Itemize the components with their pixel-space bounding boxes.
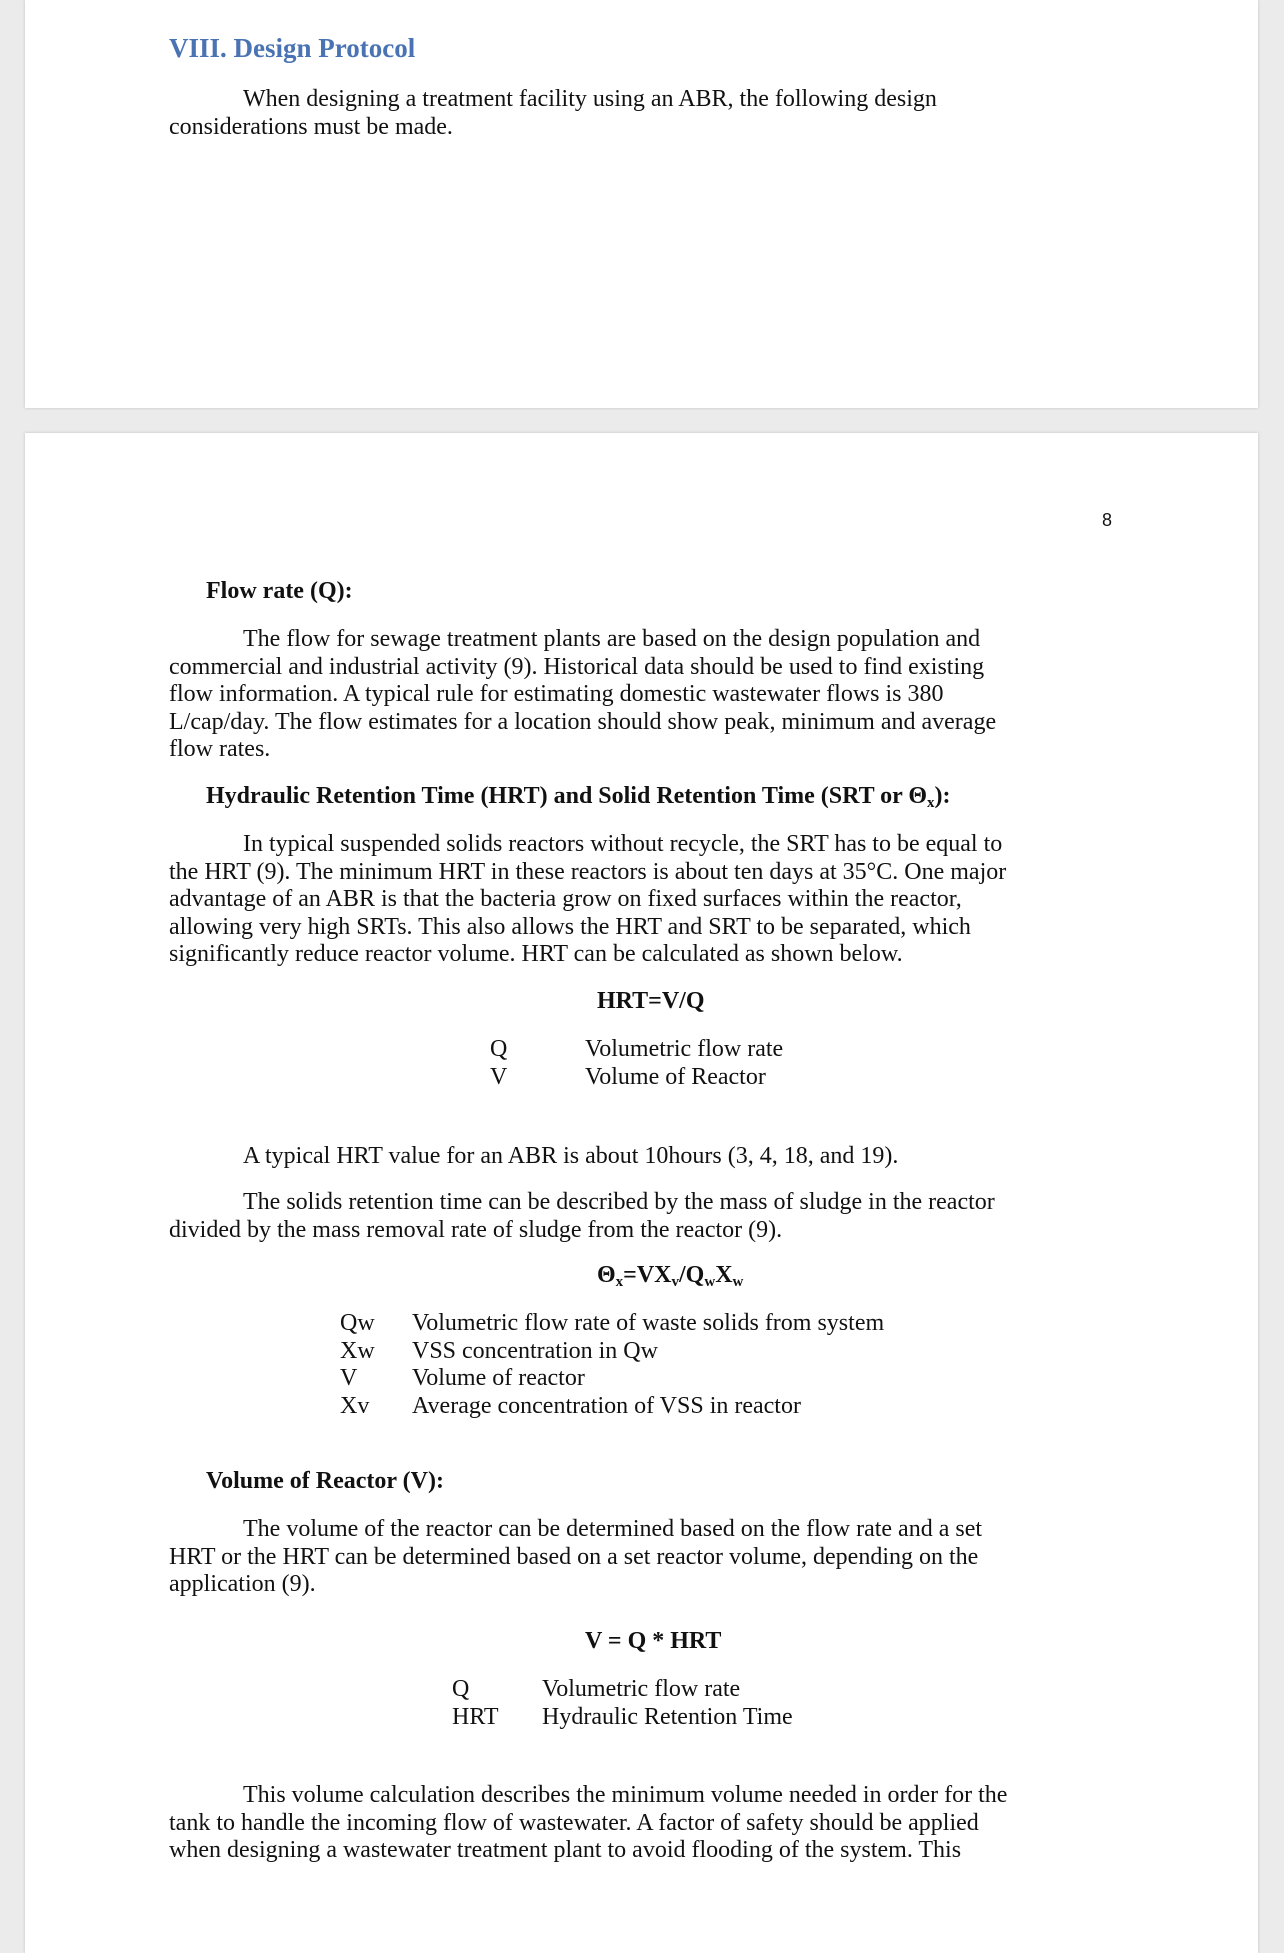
symbol-description: Volume of Reactor [585, 1063, 766, 1090]
paragraph-line: significantly reduce reactor volume. HRT can be calculated as shown below. [169, 941, 903, 967]
paragraph-line: tank to handle the incoming flow of wastewater. A factor of safety should be applied [169, 1809, 979, 1836]
symbol-description: Hydraulic Retention Time [542, 1703, 793, 1730]
paragraph-line: This volume calculation describes the minimum volume needed in order for the [243, 1782, 1008, 1808]
paragraph-line: application (9). [169, 1571, 316, 1597]
paragraph-line: allowing very high SRTs. This also allows the HRT and SRT to be separated, which [169, 913, 971, 940]
symbol-description: Average concentration of VSS in reactor [412, 1392, 801, 1419]
paragraph-line: commercial and industrial activity (9). Historical data should be used to find existing [169, 653, 985, 680]
symbol-description: Volume of reactor [412, 1365, 585, 1391]
flow-rate-paragraph [169, 626, 996, 764]
symbol: Q [490, 1036, 508, 1062]
volume-heading: Volume of Reactor (V): [206, 1468, 444, 1494]
symbol: Q [452, 1676, 470, 1702]
paragraph-line: The volume of the reactor can be determined based on the flow rate and a set [243, 1516, 983, 1542]
symbol-description: Volumetric flow rate [542, 1676, 741, 1702]
symbol: V [490, 1063, 508, 1090]
srt-paragraph [169, 1189, 995, 1244]
symbol: Xw [340, 1337, 375, 1364]
page-number: 8 [1102, 510, 1113, 530]
document-page-2 [25, 433, 1258, 1953]
paragraph-line: when designing a wastewater treatment plant to avoid flooding of the system. This [169, 1837, 962, 1863]
symbol-description: Volumetric flow rate [585, 1036, 784, 1062]
srt-equation: $\Theta_x=VX_v/Q_wX_w$ [597, 1262, 744, 1290]
intro-line: When designing a treatment facility using an ABR, the following design [243, 86, 937, 112]
paragraph-line: L/cap/day. The flow estimates for a location should show peak, minimum and average [169, 708, 997, 735]
paragraph-line: The solids retention time can be described by the mass of sludge in the reactor [243, 1189, 995, 1215]
symbol: HRT [452, 1703, 499, 1730]
symbol: V [340, 1365, 358, 1391]
symbol: Xv [340, 1392, 370, 1419]
paragraph-line: flow information. A typical rule for estimating domestic wastewater flows is 380 [169, 681, 944, 707]
intro-line: considerations must be made. [169, 113, 453, 140]
symbol-description: VSS concentration in Qw [412, 1337, 658, 1364]
closing-paragraph [169, 1782, 1007, 1865]
flow-rate-heading: Flow rate (Q): [206, 578, 353, 604]
paragraph-line: advantage of an ABR is that the bacteria grow on fixed surfaces within the reactor, [169, 886, 962, 912]
paragraph-line: divided by the mass removal rate of sludge from the reactor (9). [169, 1216, 783, 1243]
volume-equation: V = Q * HRT [585, 1628, 722, 1654]
volume-paragraph [169, 1516, 982, 1599]
symbol: Qw [340, 1310, 375, 1336]
paragraph-line: flow rates. [169, 736, 271, 762]
volume-definitions [452, 1676, 793, 1731]
symbol-description: Volumetric flow rate of waste solids from system [412, 1310, 885, 1336]
hrt-paragraph [169, 831, 1006, 969]
hrt-srt-heading: Hydraulic Retention Time (HRT) and Solid Retention Time (SRT or $\Theta_x$): [206, 783, 951, 811]
section-heading: VIII. Design Protocol [169, 33, 416, 63]
paragraph-line: HRT or the HRT can be determined based on a set reactor volume, depending on the [169, 1543, 979, 1570]
srt-definitions [340, 1310, 884, 1420]
paragraph-line: The flow for sewage treatment plants are based on the design population and [243, 626, 981, 652]
hrt-equation: HRT=V/Q [597, 988, 705, 1014]
hrt-definitions [490, 1036, 783, 1091]
document-page-1 [25, 0, 1258, 408]
intro-paragraph [169, 86, 937, 141]
paragraph-line: In typical suspended solids reactors without recycle, the SRT has to be equal to [243, 831, 1003, 857]
typical-hrt-line: A typical HRT value for an ABR is about 10hours (3, 4, 18, and 19). [243, 1143, 899, 1169]
paragraph-line: the HRT (9). The minimum HRT in these reactors is about ten days at 35°C. One major [169, 858, 1007, 885]
